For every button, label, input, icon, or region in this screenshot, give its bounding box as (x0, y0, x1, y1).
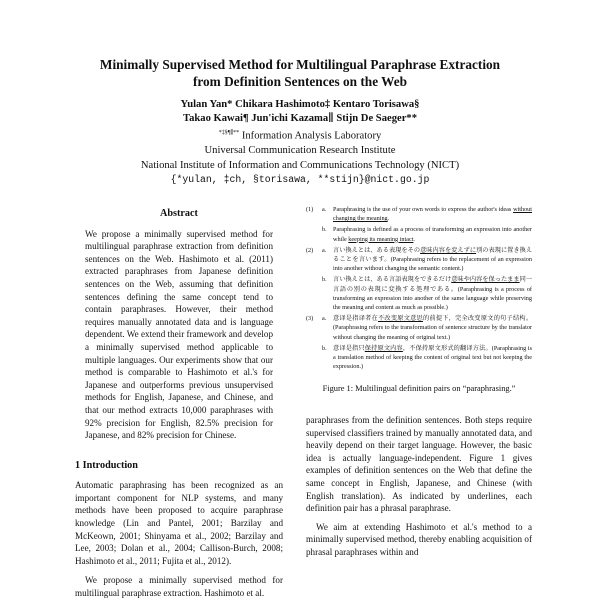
figure-1 (306, 205, 532, 371)
intro-paragraph-1: Automatic paraphrasing has been recognized as an important component for NLP systems, and many methods have been proposed to acquire paraphrase knowledge (Lin and Pantel, 2001; Barzilay and McKeown, 2001; Shinyama et al., 2002; Barzilay and Lee, 2003; Dolan et al., 2004; Callison-Burch, 2008; Hashimoto et al., 2011; Fujita et al., 2012). (75, 480, 283, 566)
figure-item (306, 275, 532, 312)
figure-item (306, 314, 532, 342)
item-letter: a. (322, 315, 327, 323)
left-column (75, 208, 283, 600)
affiliation-block (60, 126, 540, 188)
item-number (306, 275, 322, 312)
underlined-paraphrase: without changing the meaning (333, 206, 532, 223)
item-number: (1) (306, 206, 314, 213)
item-number: (2) (306, 246, 314, 254)
figure-item (306, 225, 532, 243)
right-column-body (306, 414, 532, 559)
authors-line-2: Takao Kawai¶ Jun'ichi Kazama∥ Stijn De Saeger** (182, 113, 417, 124)
affiliation-institute: Universal Communication Research Institute (204, 145, 396, 157)
underlined-paraphrase: 意味や内容を保ったまま (451, 276, 520, 284)
abstract-heading: Abstract (160, 208, 198, 219)
underlined-paraphrase: 保持原文内容 (364, 344, 403, 352)
underlined-paraphrase: keeping its meaning intact (348, 235, 414, 243)
item-letter: b. (322, 276, 327, 284)
item-text: 意译是指译者在不改变原文意思的前提下，完全改变原文的句子结构。(Paraphrasing refers to the transformation of sentence structure by the translator without changing the meaning of original text.) (333, 315, 533, 341)
author-emails: {*yulan, ‡ch, §torisawa, **stijn}@nict.go.jp (170, 174, 430, 186)
underlined-paraphrase: 意味内容を変えずに (420, 246, 477, 254)
item-letter: a. (322, 246, 327, 254)
item-number: (3) (306, 315, 314, 323)
section-heading-introduction: 1 Introduction (75, 459, 138, 471)
item-text: Paraphrasing is defined as a process of transforming an expression into another while keeping its meaning intact. (333, 226, 532, 243)
figure-item (306, 246, 532, 274)
item-text: 言い換えとは、ある表現をその意味内容を変えずに別の表現に置き換えることを言います。(Paraphrasing refers to the replacement of an expression into another without changing the semantic content.) (333, 246, 533, 273)
item-text: 意译是指只保持原文内容，不保持原文形式的翻译方法。(Paraphrasing is a translation method of keeping the content of original text but not keeping the expression.) (333, 344, 532, 371)
right-column (306, 205, 532, 559)
underlined-paraphrase: 不改变原文意思 (378, 315, 423, 323)
affiliation-marks: *‡§¶∥** (218, 130, 240, 136)
body-paragraph: We aim at extending Hashimoto et al.'s method to a minimally supervised method, thereby enabling acquisition of phrasal paraphrases within and (306, 521, 532, 557)
author-list (60, 98, 540, 126)
figure-item (306, 344, 532, 372)
title-line-1: Minimally Supervised Method for Multilingual Paraphrase Extraction (99, 57, 501, 72)
item-letter: a. (322, 206, 327, 213)
title-line-2: from Definition Sentences on the Web (192, 74, 408, 89)
authors-line-1: Yulan Yan* Chikara Hashimoto‡ Kentaro Torisawa§ (180, 99, 420, 110)
affiliation-nict: National Institute of Information and Communications Technology (NICT) (140, 159, 460, 171)
paper-title (60, 56, 540, 90)
item-text: 言い換えとは、ある言語表現をできるだけ意味や内容を保ったまま同一言語の別の表現に変換する処理である。(Paraphrasing is a process of transforming an expression into another of the same language while preserving the meaning and content as much as possible.) (333, 276, 533, 312)
item-number (306, 225, 322, 243)
affiliation-line-1 (60, 126, 540, 144)
affiliation-lab: Information Analysis Laboratory (241, 130, 382, 142)
figure-item (306, 205, 532, 223)
item-number (306, 344, 322, 372)
item-letter: b. (322, 344, 327, 352)
body-paragraph: paraphrases from the definition sentences. Both steps require supervised classifiers trained by manually annotated data, and heavily depend on their target language. However, the basic idea is actually language-independent. Figure 1 gives examples of definition sentences on the Web that define the same concept in English, Japanese, and Chinese (with English translation). As indicated by underlines, each definition pair has a phrasal paraphrase. (306, 415, 532, 514)
abstract-text: We propose a minimally supervised method for multilingual paraphrase extraction from definition sentences on the Web. Hashimoto et al. (2011) extracted paraphrases from Japanese definition sentences on the Web, assuming that definition sentences defining the same concept tend to contain paraphrases. However, their method requires manually annotated data and is language dependent. We extend their framework and develop a minimally supervised method applicable to multiple languages. Our experiments show that our method is comparable to Hashimoto et al.'s for Japanese and outperforms previous unsupervised methods for English, Japanese, and Chinese, and that our method extracts 10,000 paraphrases with 92% precision for English, 82.5% precision for Japanese, and 82% precision for Chinese. (85, 228, 273, 441)
item-letter: b. (322, 226, 327, 234)
item-text: Paraphrasing is the use of your own words to express the author's ideas without changing the meaning. (333, 206, 532, 223)
intro-paragraph-2: We propose a minimally supervised method for multilingual paraphrase extraction. Hashimoto et al. (75, 575, 283, 599)
figure-caption: Figure 1: Multilingual definition pairs on “paraphrasing.” (322, 384, 516, 394)
